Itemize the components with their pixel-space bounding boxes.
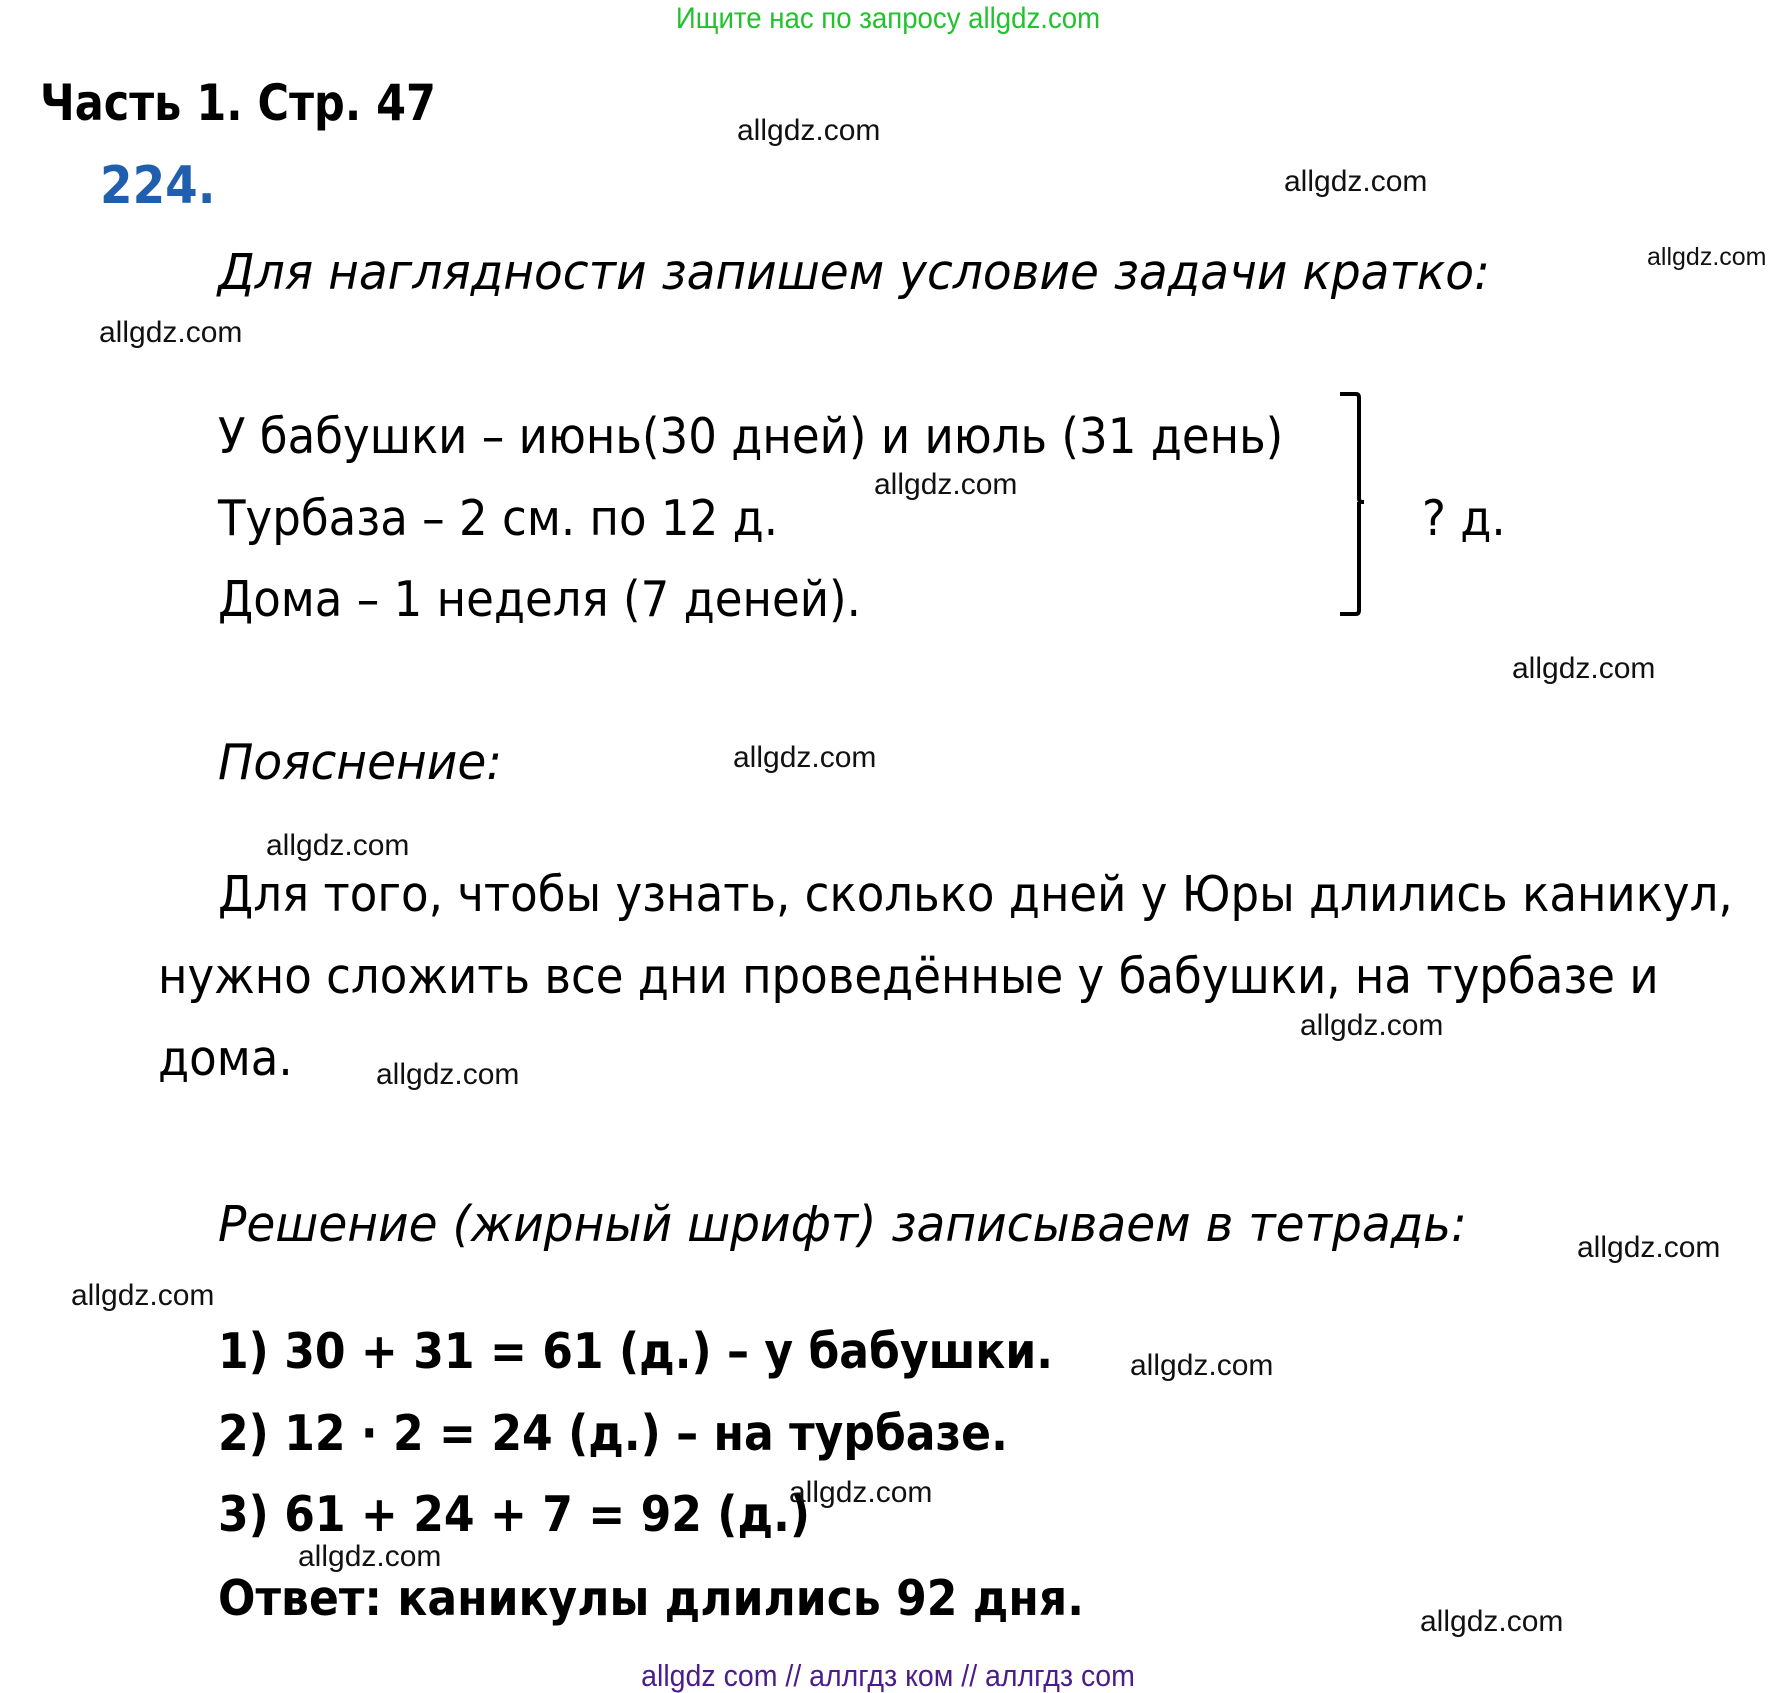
condition-line: У бабушки – июнь(30 дней) и июль (31 день) (218, 408, 1284, 465)
watermark: allgdz.com (1647, 243, 1767, 271)
explanation-line: Для того, чтобы узнать, сколько дней у Юры длились каникул, (218, 866, 1733, 923)
question-total: ? д. (1422, 490, 1506, 547)
watermark: allgdz.com (266, 829, 410, 862)
solution-step: 2) 12 · 2 = 24 (д.) – на турбазе. (218, 1405, 1008, 1462)
explanation-line: дома. (158, 1030, 293, 1087)
watermark: allgdz.com (874, 468, 1018, 501)
watermark: allgdz.com (1300, 1009, 1444, 1042)
watermark: allgdz.com (71, 1279, 215, 1312)
watermark: allgdz.com (737, 114, 881, 147)
solution-heading: Решение (жирный шрифт) записываем в тетрадь: (218, 1196, 1467, 1253)
explanation-heading: Пояснение: (218, 734, 503, 791)
watermark: allgdz.com (1577, 1231, 1721, 1264)
part-title: Часть 1. Стр. 47 (40, 74, 436, 132)
condition-line: Дома – 1 неделя (7 деней). (218, 571, 861, 628)
task-number: 224. (100, 156, 216, 216)
solution-step: 3) 61 + 24 + 7 = 92 (д.) (218, 1486, 811, 1543)
watermark: allgdz.com (789, 1476, 933, 1509)
watermark: allgdz.com (99, 316, 243, 349)
watermark: allgdz.com (298, 1540, 442, 1573)
explanation-line: нужно сложить все дни проведённые у бабушки, на турбазе и (158, 948, 1659, 1005)
answer: Ответ: каникулы длились 92 дня. (218, 1570, 1084, 1627)
solution-step: 1) 30 + 31 = 61 (д.) – у бабушки. (218, 1323, 1054, 1380)
condition-line: Турбаза – 2 см. по 12 д. (218, 490, 779, 547)
watermark: allgdz.com (376, 1058, 520, 1091)
watermark: allgdz.com (1284, 165, 1428, 198)
footer-links: allgdz com // аллгдз ком // аллгдз com (641, 1658, 1135, 1693)
watermark: allgdz.com (1512, 652, 1656, 685)
right-brace-icon (1340, 392, 1364, 616)
condition-heading: Для наглядности запишем условие задачи кратко: (218, 244, 1490, 301)
watermark: allgdz.com (1420, 1605, 1564, 1638)
search-banner: Ищите нас по запросу allgdz.com (675, 2, 1101, 35)
watermark: allgdz.com (1130, 1349, 1274, 1382)
watermark: allgdz.com (733, 741, 877, 774)
